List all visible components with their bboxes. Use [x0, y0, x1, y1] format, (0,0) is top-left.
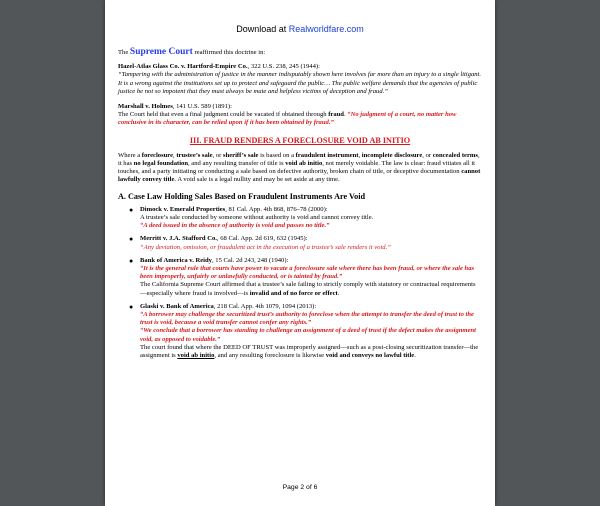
case-cite: , 68 Cal. App. 2d 619, 632 (1945): — [216, 235, 308, 243]
case-quote: “No judgment of a court, no matter how conclusive in its character, can be relied upon if it has been obtained by fraud.” — [118, 111, 457, 127]
case-bold: invalid and of no force or effect — [249, 289, 338, 297]
bullet-icon: ● — [129, 235, 134, 244]
para-bold: void ab initio — [285, 160, 323, 168]
para-bold: sheriff’s sale — [223, 151, 259, 159]
para-text: , or — [212, 151, 223, 159]
case-cite: , 322 U.S. 238, 245 (1944): — [247, 63, 320, 71]
download-link[interactable]: Realworldfare.com — [288, 24, 364, 34]
case-text: , and any resulting foreclosure is likewise — [214, 352, 326, 360]
bullet-icon: ● — [129, 302, 134, 311]
page-content — [118, 48, 482, 365]
case-bold-underline: void ab initio — [177, 352, 215, 360]
case-name: Marshall v. Holmes — [118, 103, 173, 111]
para-text: , it has — [118, 151, 480, 168]
para-text: , — [173, 151, 177, 159]
list-item — [129, 235, 482, 251]
document-page — [105, 0, 495, 506]
case-name: Dimock v. Emerald Properties — [140, 205, 226, 213]
case-text-end: . — [343, 111, 348, 119]
para-text: , and any resulting transfer of title is — [188, 160, 286, 168]
case-list — [118, 206, 482, 360]
case-bold: void and conveys no lawful title — [325, 352, 415, 360]
list-item — [129, 205, 482, 231]
list-item — [129, 256, 482, 298]
supreme-court-label: Supreme Court — [129, 47, 193, 57]
subsection-heading: A. Case Law Holding Sales Based on Fraudulent Instruments Are Void — [118, 191, 366, 201]
para-text: , — [358, 151, 362, 159]
case-text: The California Supreme Court affirmed that a trustee’s sale failing to strictly comply with statutory or contractual requirements—especially where fraud is involved—is — [140, 281, 476, 297]
case-name: Merritt v. J.A. Stafford Co. — [140, 235, 217, 243]
para-text: , not merely voidable. The law is clear: fraud vitiates all it touches, and a party initiating or conducting a sale based on defective authority, broken chain of title, or deceptive documentation — [118, 160, 476, 176]
case-text: The Court held that even a final judgment could be vacated if obtained through — [118, 111, 329, 119]
para-bold: fraudulent instrument — [295, 151, 359, 159]
section-heading: III. FRAUD RENDERS A FORECLOSURE VOID AB INITIO — [189, 135, 411, 145]
download-banner — [105, 24, 495, 34]
case-quote: “Tampering with the administration of justice in the manner indisputably shown here involves far more than an injury to a single litigant. It is a wrong against the institutions set up to protect and safeguard the public… The public welfare demands that the agencies of public justice be not so impotent that they must always be mute and helpless victims of deception and fraud.” — [118, 71, 482, 95]
para-text: is based on a — [258, 151, 296, 159]
para-text: Where a — [118, 151, 142, 159]
case-quote: “It is the general rule that courts have power to vacate a foreclosure sale where there has been fraud, or where the sale has been improperly, unfairly or unlawfully conducted, or is tainted by fraud.” — [140, 265, 475, 281]
case-quote: “Any deviation, omission, or fraudulent act in the execution of a trustee’s sale renders it void.” — [140, 243, 391, 251]
case-text-end: . — [414, 352, 416, 360]
para-bold: no legal foundation — [133, 160, 188, 168]
bullet-icon: ● — [129, 205, 134, 214]
case-text-end: . — [337, 289, 340, 297]
case-name: Hazel-Atlas Glass Co. v. Hartford-Empire Co. — [118, 63, 248, 71]
case-quote: “A deed issued in the absence of authority is void and passes no title.” — [140, 222, 330, 230]
intro-line — [118, 48, 482, 57]
intro-pre: The — [118, 49, 130, 56]
para-text: . A void sale is a legal nullity and may be set aside at any time. — [174, 176, 340, 184]
case-cite: , 218 Cal. App. 4th 1079, 1094 (2013): — [213, 302, 317, 310]
fraud-term: fraud — [328, 111, 344, 119]
marshall-case — [118, 103, 482, 128]
void-ab-initio-paragraph — [118, 152, 482, 185]
case-name: Glaski v. Bank of America — [140, 302, 214, 310]
para-bold: trustee’s sale — [176, 151, 213, 159]
case-quote: “A borrower may challenge the securitized trust’s authority to foreclose when the attempt to transfer the deed of trust to the trust is void, because a void transfer cannot confer any rights.” — [140, 311, 474, 327]
case-text: A trustee’s sale conducted by someone without authority is void and cannot convey title. — [140, 214, 374, 222]
hazel-atlas-case — [118, 63, 482, 96]
case-cite: , 15 Cal. 2d 243, 248 (1940): — [211, 256, 289, 264]
list-item — [129, 302, 482, 360]
case-cite: , 81 Cal. App. 4th 868, 876–78 (2000): — [225, 205, 328, 213]
para-bold: incomplete disclosure — [361, 151, 423, 159]
page-number: Page 2 of 6 — [282, 484, 318, 491]
para-bold: foreclosure — [141, 151, 174, 159]
case-cite: , 141 U.S. 589 (1891): — [172, 103, 232, 111]
para-text: , or — [422, 151, 433, 159]
download-prefix: Download at — [236, 24, 289, 34]
case-name: Bank of America v. Reidy — [140, 256, 212, 264]
para-bold: concealed terms — [432, 151, 478, 159]
para-bold: cannot lawfully convey title — [118, 168, 481, 184]
case-text: The court found that where the DEED OF TRUST was improperly assigned—such as a post-closing securitization transfer—the assignment is — [140, 343, 479, 360]
case-quote: “We conclude that a borrower has standing to challenge an assignment of a deed of trust if the defect makes the assignment void, as opposed to voidable.” — [140, 327, 476, 343]
bullet-icon: ● — [129, 256, 134, 265]
intro-post: reaffirmed this doctrine in: — [192, 49, 266, 56]
